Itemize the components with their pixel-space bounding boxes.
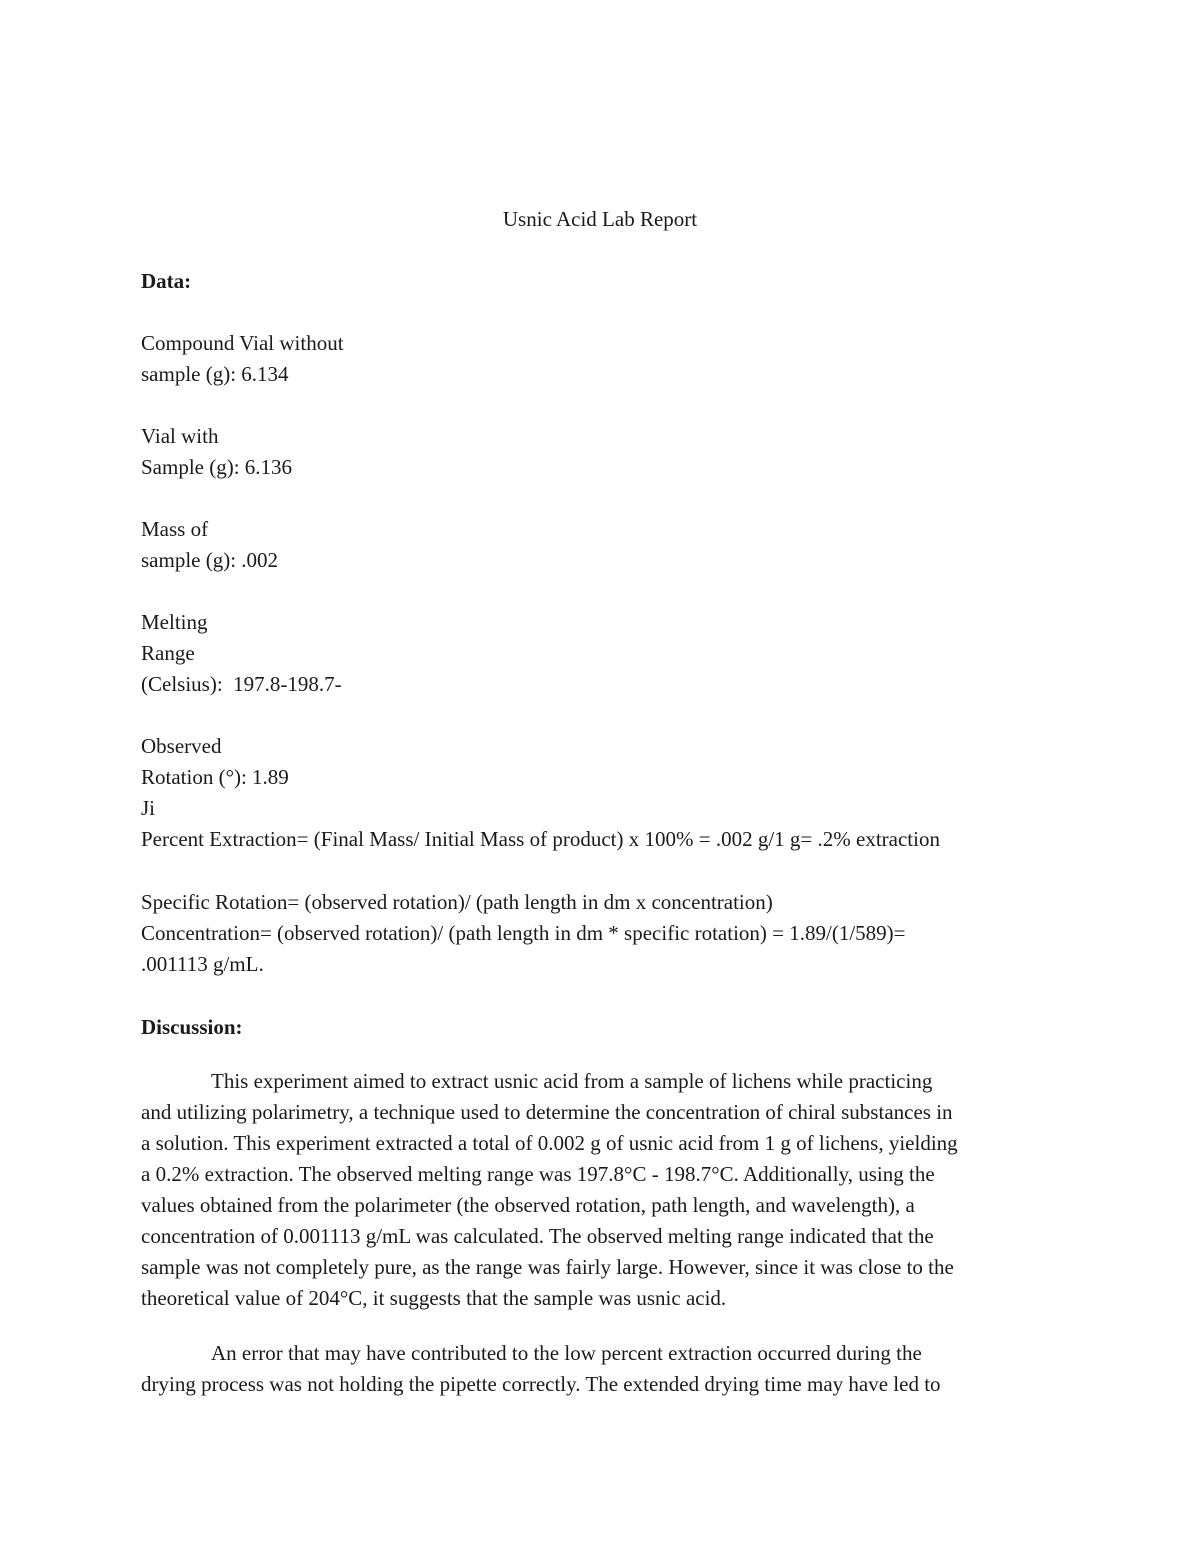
paragraph-line: a solution. This experiment extracted a total of 0.002 g of usnic acid from 1 g of lichens, yielding [141, 1131, 958, 1155]
data-line: Range [141, 641, 195, 665]
page-title: Usnic Acid Lab Report [502, 207, 698, 231]
data-line: Melting [141, 610, 208, 634]
data-group-mass [141, 514, 1071, 576]
data-line: Mass of [141, 517, 209, 541]
data-group-rotation [141, 731, 1071, 855]
data-line: (Celsius): 197.8-198.7- [141, 672, 342, 696]
data-line: Sample (g): 6.136 [141, 455, 293, 479]
data-line: Percent Extraction= (Final Mass/ Initial Mass of product) x 100% = .002 g/1 g= .2% extraction [141, 827, 940, 851]
discussion-paragraph [141, 1338, 1071, 1400]
paragraph-line: This experiment aimed to extract usnic acid from a sample of lichens while practicing [211, 1069, 933, 1093]
data-heading: Data: [141, 269, 192, 293]
discussion-paragraph [141, 1066, 1071, 1314]
data-line: Specific Rotation= (observed rotation)/ (path length in dm x concentration) [141, 890, 773, 914]
data-line: Compound Vial without [141, 331, 344, 355]
data-line: Observed [141, 734, 222, 758]
paragraph-line: and utilizing polarimetry, a technique used to determine the concentration of chiral substances in [141, 1100, 953, 1124]
paragraph-line: theoretical value of 204°C, it suggests that the sample was usnic acid. [141, 1286, 727, 1310]
paragraph-line: a 0.2% extraction. The observed melting range was 197.8°C - 198.7°C. Additionally, using the [141, 1162, 935, 1186]
data-line: Ji [141, 796, 156, 820]
data-line: sample (g): .002 [141, 548, 279, 572]
paragraph-line: concentration of 0.001113 g/mL was calculated. The observed melting range indicated that the [141, 1224, 934, 1248]
data-group-vial-without [141, 328, 1071, 390]
data-group-vial-with [141, 421, 1071, 483]
paragraph-line: An error that may have contributed to the low percent extraction occurred during the [211, 1341, 922, 1365]
data-group-melting [141, 607, 1071, 700]
paragraph-line: drying process was not holding the pipette correctly. The extended drying time may have led to [141, 1372, 941, 1396]
paragraph-line: sample was not completely pure, as the range was fairly large. However, since it was close to the [141, 1255, 954, 1279]
data-line: Concentration= (observed rotation)/ (path length in dm * specific rotation) = 1.89/(1/589)= [141, 921, 906, 945]
discussion-heading: Discussion: [141, 1015, 243, 1039]
data-group-formulas [141, 887, 1071, 980]
data-line: .001113 g/mL. [141, 952, 264, 976]
data-line: Vial with [141, 424, 219, 448]
data-line: Rotation (°): 1.89 [141, 765, 289, 789]
paragraph-line: values obtained from the polarimeter (the observed rotation, path length, and wavelength), a [141, 1193, 915, 1217]
data-line: sample (g): 6.134 [141, 362, 289, 386]
